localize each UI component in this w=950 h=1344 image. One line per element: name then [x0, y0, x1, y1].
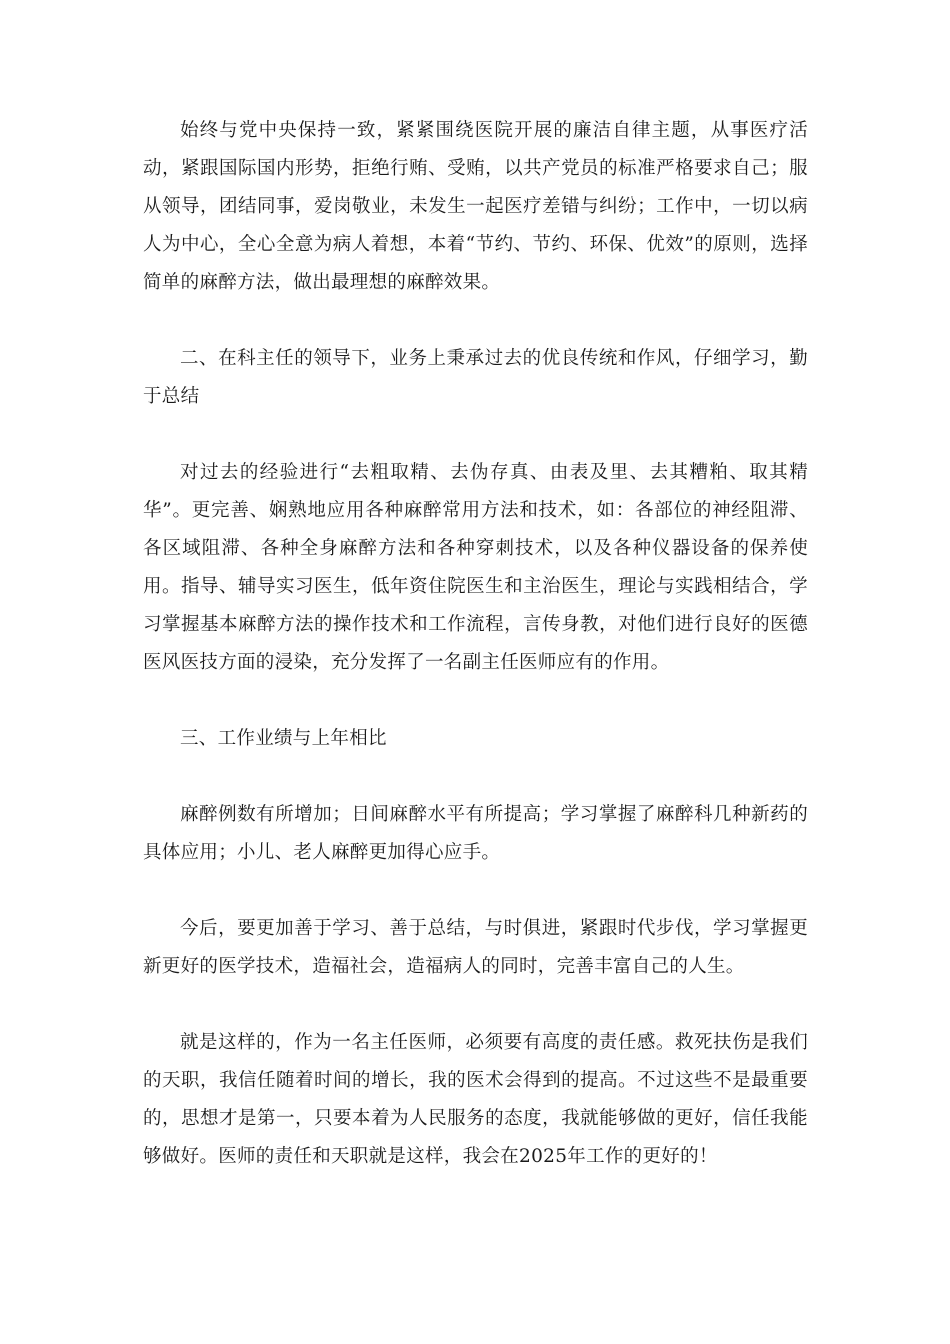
paragraph-conclusion: 就是这样的，作为一名主任医师，必须要有高度的责任感。救死扶伤是我们的天职，我信任随着时间的增长，我的医术会得到的提高。不过这些不是最重要的，思想才是第一，只要本着为人民服务的态度，我就能够做的更好，信任我能够做好。医师的责任和天职就是这样，我会在2025年工作的更好的！: [143, 1032, 808, 1167]
paragraph-achievements: 麻醉例数有所增加；日间麻醉水平有所提高；学习掌握了麻醉科几种新药的具体应用；小儿、老人麻醉更加得心应手。: [143, 804, 808, 863]
paragraph-future: 今后，要更加善于学习、善于总结，与时俱进，紧跟时代步伐，学习掌握更新更好的医学技术，造福社会，造福病人的同时，完善丰富自己的人生。: [143, 918, 808, 977]
paragraph-experience: 对过去的经验进行“去粗取精、去伪存真、由表及里、去其糟粕、取其精华”。更完善、娴熟地应用各种麻醉常用方法和技术，如：各部位的神经阻滞、各区域阻滞、各种全身麻醉方法和各种穿刺技术，以及各种仪器设备的保养使用。指导、辅导实习医生，低年资住院医生和主治医生，理论与实践相结合，学习掌握基本麻醉方法的操作技术和工作流程，言传身教，对他们进行良好的医德医风医技方面的浸染，充分发挥了一名副主任医师应有的作用。: [143, 462, 808, 673]
document-page: [143, 112, 808, 1176]
heading-section-two: 二、在科主任的领导下，业务上秉承过去的优良传统和作风，仔细学习，勤于总结: [143, 348, 808, 407]
heading-section-three: 三、工作业绩与上年相比: [180, 728, 387, 749]
paragraph-discipline: 始终与党中央保持一致，紧紧围绕医院开展的廉洁自律主题，从事医疗活动，紧跟国际国内形势，拒绝行贿、受贿，以共产党员的标准严格要求自己；服从领导，团结同事，爱岗敬业，未发生一起医疗差错与纠纷；工作中，一切以病人为中心，全心全意为病人着想，本着“节约、节约、环保、优效”的原则，选择简单的麻醉方法，做出最理想的麻醉效果。: [143, 120, 808, 293]
